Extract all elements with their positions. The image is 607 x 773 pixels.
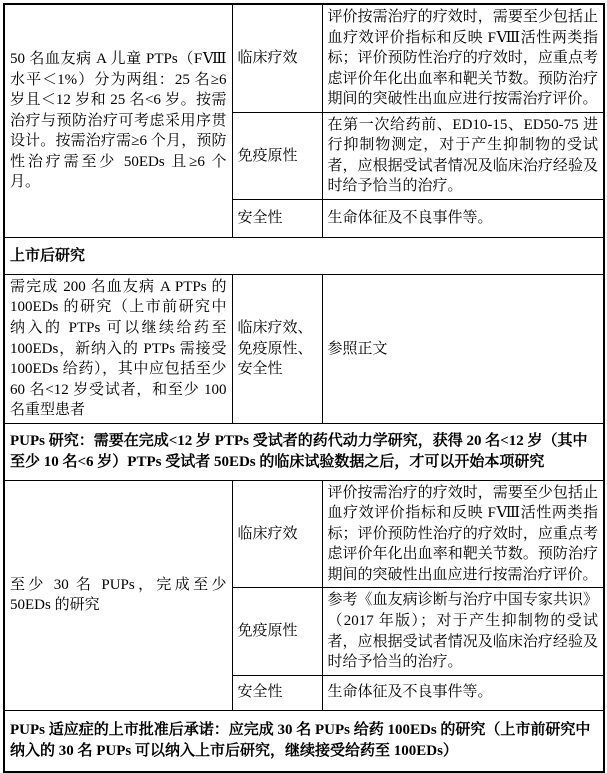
table-row (4, 4, 604, 112)
table-row (4, 423, 604, 480)
post-market-study-description-cell: 需完成 200 名血友病 A PTPs 的 100EDs 的研究（上市前研究中纳入的 PTPs 可以继续给药至 100EDs，新纳入的 PTPs 需接受 100EDs 给药），其中应包括至少 60 名<12 岁受试者，和至少 100 名重型患者 (4, 274, 232, 423)
pups-post-approval-commitment: PUPs 适应症的上市批准后承诺：应完成 30 名 PUPs 给药 100EDs 的研究（上市前研究中纳入的 30 名 PUPs 可以纳入上市后研究，继续接受给药至 100EDs） (4, 710, 604, 772)
post-market-section-header: 上市后研究 (4, 237, 604, 274)
criterion-label-immunogenicity: 免疫原性 (232, 112, 322, 199)
post-market-criteria-label: 临床疗效、免疫原性、安全性 (232, 274, 322, 423)
post-market-criteria-content: 参照正文 (322, 274, 604, 423)
pups-criterion-content-immunogenicity: 参考《血友病诊断与治疗中国专家共识》（2017 年版）；对于产生抑制物的受试者，应根据受试者情况及临床治疗经验及时给予恰当的治疗。 (322, 588, 604, 675)
criterion-label-safety: 安全性 (232, 199, 322, 237)
pups-study-prerequisite-note: PUPs 研究：需要在完成<12 岁 PTPs 受试者的药代动力学研究，获得 20 名<12 岁（其中至少 10 名<6 岁）PTPs 受试者 50EDs 的临床试验数据之后，才可以开始本项研究 (4, 423, 604, 480)
table-row (4, 480, 604, 588)
pre-market-study-description-cell: 50 名血友病 A 儿童 PTPs（FⅧ水平＜1%）分为两组：25 名≥6 岁且＜12 岁和 25 名<6 岁。按需治疗与预防治疗可考虑采用序贯设计。按需治疗需≥6 个月，预防性治疗需至少 50EDs 且≥6 个月。 (4, 4, 232, 237)
criterion-label-clinical-efficacy: 临床疗效 (232, 4, 322, 112)
pups-criterion-content-clinical-efficacy: 评价按需治疗的疗效时，需要至少包括止血疗效评价指标和反映 FⅧ活性两类指标；评价预防性治疗的疗效时，应重点考虑评价年化出血率和靶关节数。预防治疗期间的突破性出血应进行按需治疗评价。 (322, 480, 604, 588)
pups-criterion-label-clinical-efficacy: 临床疗效 (232, 480, 322, 588)
criterion-content-safety: 生命体征及不良事件等。 (322, 199, 604, 237)
pups-criterion-label-immunogenicity: 免疫原性 (232, 588, 322, 675)
table-row (4, 237, 604, 274)
criterion-content-immunogenicity: 在第一次给药前、ED10-15、ED50-75 进行抑制物测定，对于产生抑制物的受试者，应根据受试者情况及临床治疗经验及时给予恰当的治疗。 (322, 112, 604, 199)
pups-criterion-label-safety: 安全性 (232, 675, 322, 710)
pups-study-description-cell: 至少 30 名 PUPs，完成至少 50EDs 的研究 (4, 480, 232, 710)
table-row (4, 274, 604, 423)
table-row (4, 710, 604, 772)
criterion-content-clinical-efficacy: 评价按需治疗的疗效时，需要至少包括止血疗效评价指标和反映 FⅧ活性两类指标；评价预防性治疗的疗效时，应重点考虑评价年化出血率和靶关节数。预防治疗期间的突破性出血应进行按需治疗评价。 (322, 4, 604, 112)
pups-criterion-content-safety: 生命体征及不良事件等。 (322, 675, 604, 710)
study-requirements-table (3, 3, 605, 773)
